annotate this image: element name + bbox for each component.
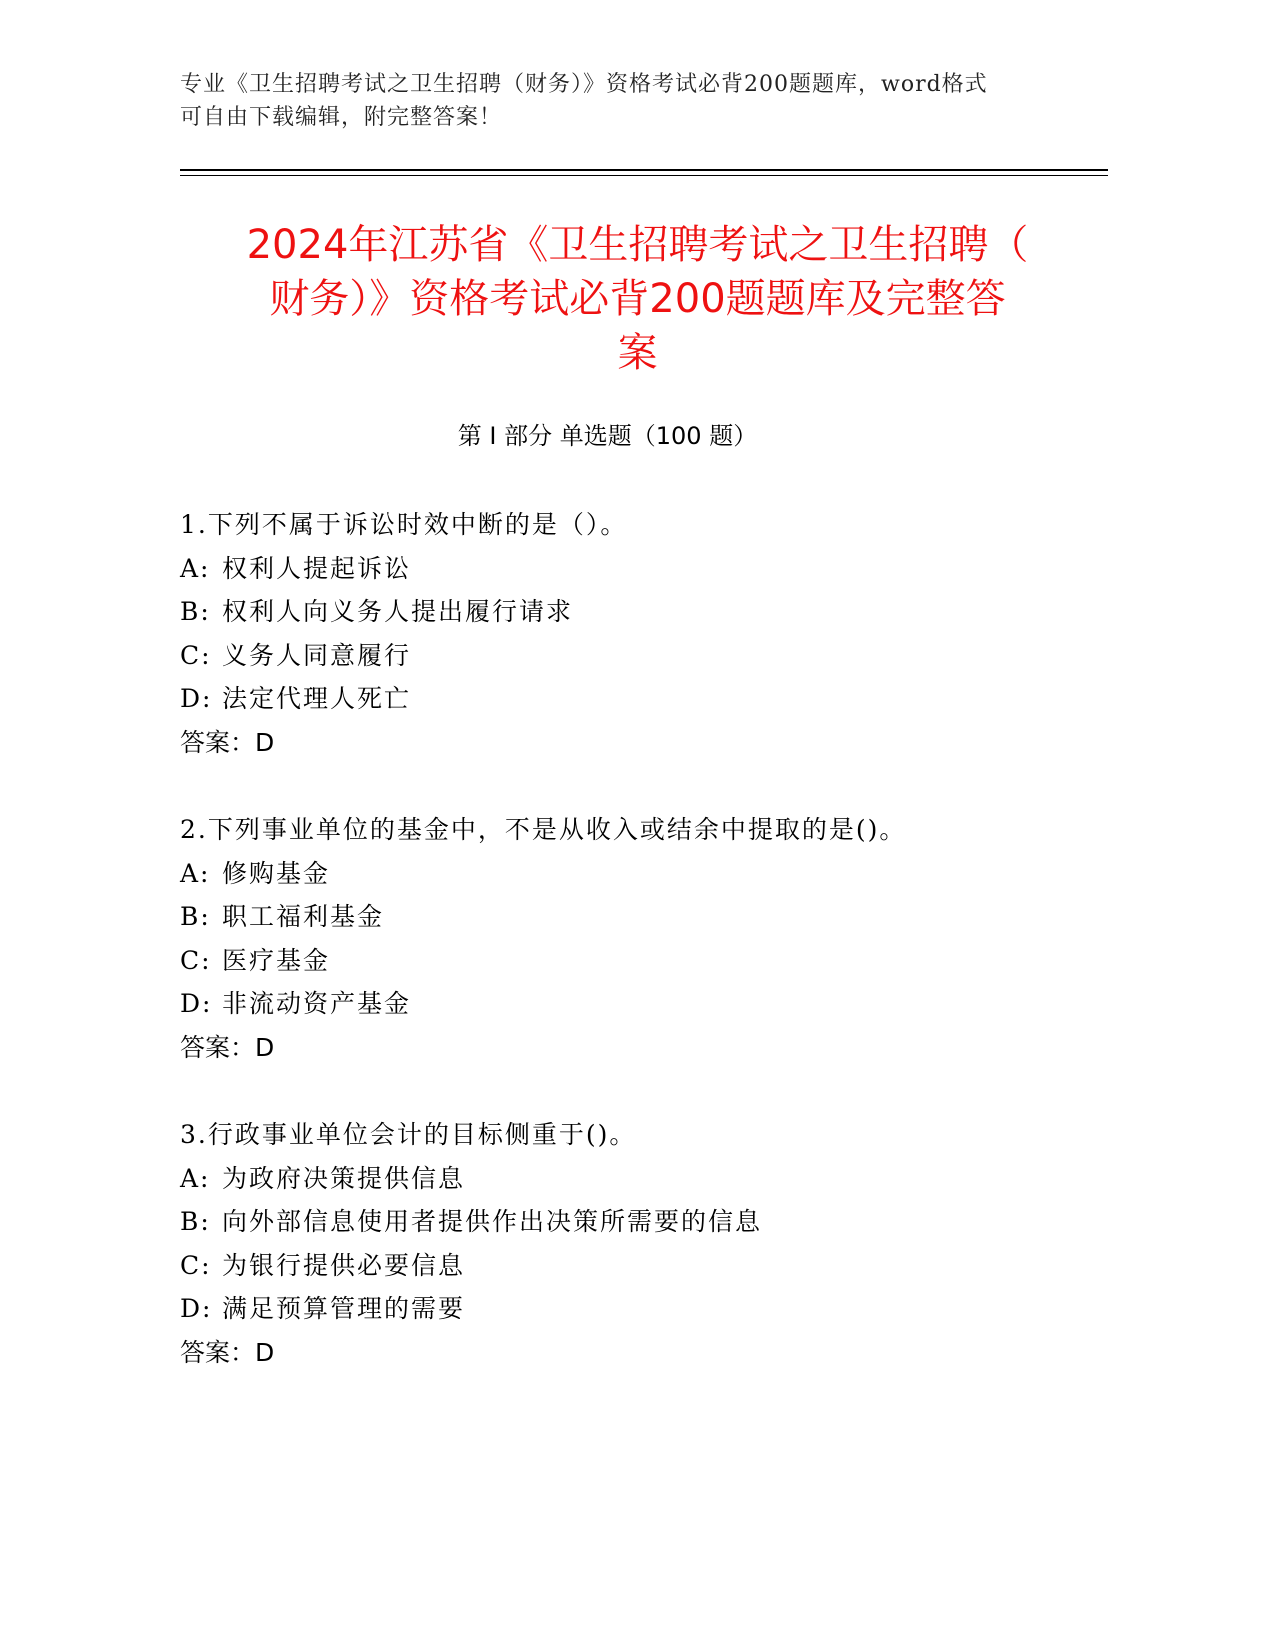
option-d [180,982,1080,1026]
option-text: 为政府决策提供信息 [222,1163,466,1193]
option-text: 职工福利基金 [222,902,385,931]
option-key: C: [180,945,212,975]
answer: 答案：D [180,727,275,757]
title-line: 财务）》资格考试必背200题题库及完整答 [269,276,1006,322]
option-a [180,547,1080,591]
option-key: B: [180,1207,211,1236]
option-key: B: [180,597,211,626]
option-key: A: [180,1163,211,1193]
option-text: 权利人向义务人提出履行请求 [222,597,574,626]
option-c [180,1244,1080,1288]
option-key: D: [180,989,213,1018]
option-key: C: [180,640,212,670]
option-key: D: [180,684,213,713]
question-block [180,503,1080,764]
option-text: 为银行提供必要信息 [222,1250,466,1280]
option-b [180,590,1080,634]
option-key: A: [180,858,211,888]
option-text: 医疗基金 [222,945,331,975]
option-b [180,895,1080,939]
question-block [180,1113,1080,1374]
option-key: C: [180,1250,212,1280]
header-note-line: 可自由下载编辑，附完整答案！ [180,105,503,130]
option-c [180,939,1080,983]
header-divider-thick [180,169,1108,171]
option-d [180,1287,1080,1331]
option-a [180,1157,1080,1201]
option-text: 非流动资产基金 [222,989,412,1018]
option-key: A: [180,553,211,583]
header-note-line: 专业《卫生招聘考试之卫生招聘（财务）》资格考试必背200题题库，word格式 [180,72,988,97]
question-stem: 3.行政事业单位会计的目标侧重于()。 [180,1120,637,1149]
title-line: 案 [617,330,658,376]
option-text: 向外部信息使用者提供作出决策所需要的信息 [222,1207,763,1236]
answer: 答案：D [180,1032,275,1062]
option-key: D: [180,1294,213,1323]
document-title [160,218,1115,380]
option-text: 法定代理人死亡 [222,684,412,713]
question-stem: 1.下列不属于诉讼时效中断的是（）。 [180,510,628,539]
option-a [180,852,1080,896]
header-note [180,68,1060,134]
title-line: 2024年江苏省《卫生招聘考试之卫生招聘（ [246,222,1029,268]
section-heading: 第 I 部分 单选题（100 题） [457,422,758,450]
option-text: 修购基金 [222,858,331,888]
option-text: 义务人同意履行 [222,640,412,670]
option-text: 满足预算管理的需要 [222,1294,466,1323]
header-divider-thin [180,175,1108,176]
option-d [180,677,1080,721]
option-text: 权利人提起诉讼 [222,553,412,583]
option-c [180,634,1080,678]
question-stem: 2.下列事业单位的基金中，不是从收入或结余中提取的是()。 [180,815,907,844]
question-block [180,808,1080,1069]
answer: 答案：D [180,1337,275,1367]
option-key: B: [180,902,211,931]
option-b [180,1200,1080,1244]
